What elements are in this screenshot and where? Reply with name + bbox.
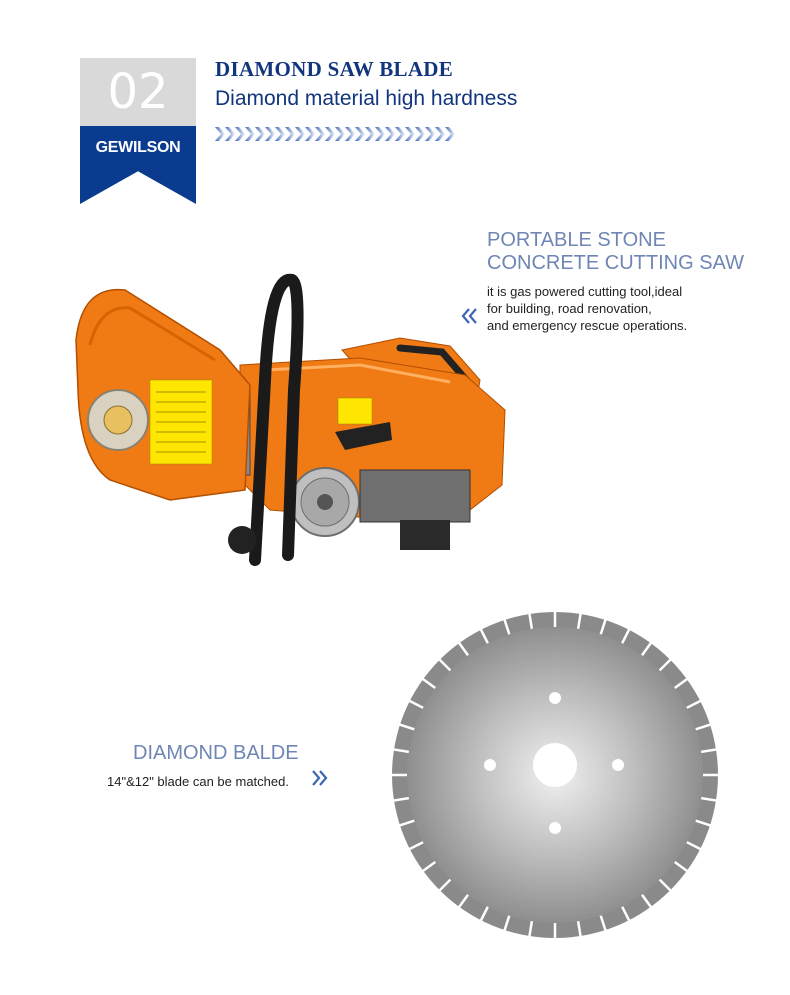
- section-number: 02: [107, 64, 169, 120]
- product-title: [487, 229, 744, 275]
- blade-description: 14"&12" blade can be matched.: [107, 774, 289, 789]
- section-title: DIAMOND SAW BLADE: [215, 57, 454, 81]
- product-description-line: and emergency rescue operations.: [487, 318, 688, 333]
- double-chevron-right-icon: [309, 767, 331, 789]
- product-title-line: CONCRETE CUTTING SAW: [487, 252, 745, 274]
- brand-logo: GEWILSON: [95, 139, 181, 156]
- double-chevron-left-icon: [459, 305, 481, 327]
- product-description-line: for building, road renovation,: [487, 301, 652, 316]
- product-title-line: PORTABLE STONE: [487, 229, 666, 251]
- product-description-line: it is gas powered cutting tool,ideal: [487, 284, 683, 299]
- chevron-strip-icon: [215, 125, 465, 143]
- diamond-blade-image: [390, 610, 720, 940]
- badge-ribbon: [80, 126, 196, 204]
- section-subtitle: Diamond material high hardness: [215, 87, 518, 110]
- section-badge: [80, 58, 196, 204]
- blade-title: DIAMOND BALDE: [133, 742, 299, 764]
- product-description: [487, 283, 687, 334]
- cut-off-saw-image: [70, 270, 515, 575]
